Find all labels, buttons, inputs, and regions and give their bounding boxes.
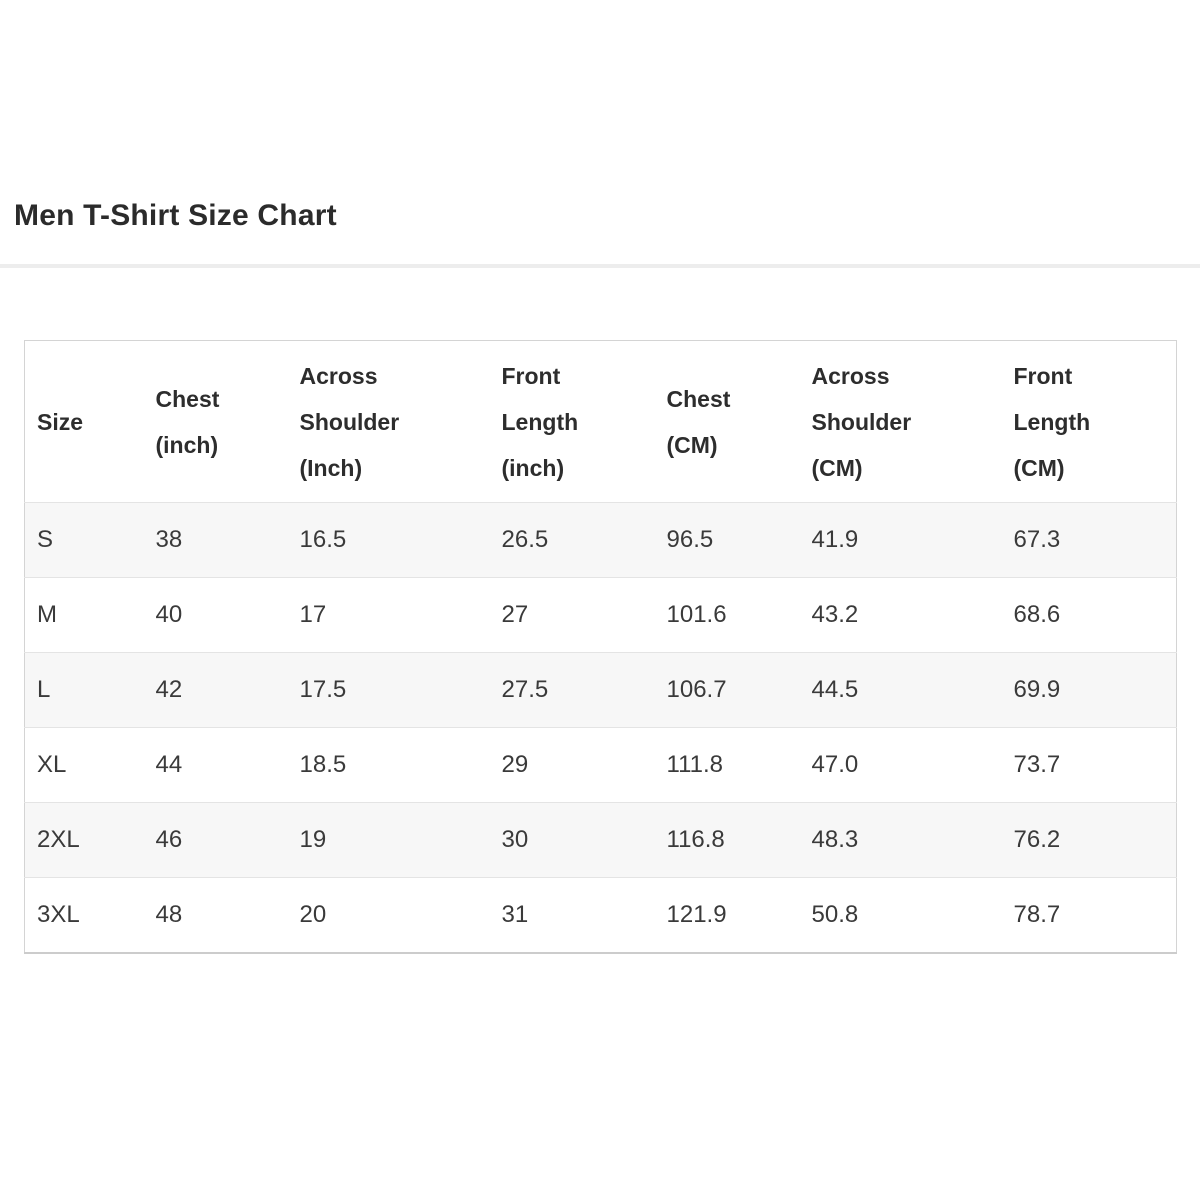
- cell-front-length-inch-s: 26.5: [490, 503, 655, 578]
- cell-front-length-cm-m: 68.6: [1002, 578, 1177, 653]
- cell-size-m: M: [25, 578, 144, 653]
- cell-front-length-cm-2xl: 76.2: [1002, 803, 1177, 878]
- column-header-across-shoulder-inch: Across Shoulder (Inch): [299, 362, 400, 481]
- cell-size-l: L: [25, 653, 144, 728]
- cell-across-shoulder-inch-l: 17.5: [288, 653, 490, 728]
- cell-across-shoulder-cm-l: 44.5: [800, 653, 1002, 728]
- cell-chest-inch-2xl: 46: [144, 803, 288, 878]
- cell-front-length-cm-l: 69.9: [1002, 653, 1177, 728]
- cell-front-length-inch-m: 27: [490, 578, 655, 653]
- cell-across-shoulder-inch-2xl: 19: [288, 803, 490, 878]
- cell-size-2xl: 2XL: [25, 803, 144, 878]
- cell-chest-inch-3xl: 48: [144, 878, 288, 953]
- table-row-xl: [25, 728, 1177, 803]
- cell-front-length-inch-2xl: 30: [490, 803, 655, 878]
- cell-chest-inch-m: 40: [144, 578, 288, 653]
- cell-chest-cm-l: 106.7: [655, 653, 800, 728]
- column-header-front-length-inch: Front Length (inch): [501, 362, 579, 481]
- cell-front-length-inch-l: 27.5: [490, 653, 655, 728]
- cell-across-shoulder-cm-s: 41.9: [800, 503, 1002, 578]
- column-header-size: Size: [37, 408, 84, 435]
- cell-across-shoulder-cm-2xl: 48.3: [800, 803, 1002, 878]
- cell-chest-cm-s: 96.5: [655, 503, 800, 578]
- table-row-m: [25, 578, 1177, 653]
- table-row-l: [25, 653, 1177, 728]
- cell-front-length-cm-3xl: 78.7: [1002, 878, 1177, 953]
- cell-front-length-cm-xl: 73.7: [1002, 728, 1177, 803]
- size-chart-header-row: [25, 341, 1177, 503]
- size-chart-table: [24, 340, 1177, 954]
- cell-chest-inch-s: 38: [144, 503, 288, 578]
- cell-across-shoulder-inch-m: 17: [288, 578, 490, 653]
- cell-size-3xl: 3XL: [25, 878, 144, 953]
- title-divider: [0, 264, 1200, 268]
- column-header-across-shoulder-cm: Across Shoulder (CM): [811, 362, 912, 481]
- cell-across-shoulder-inch-xl: 18.5: [288, 728, 490, 803]
- cell-across-shoulder-inch-s: 16.5: [288, 503, 490, 578]
- cell-chest-cm-xl: 111.8: [655, 728, 800, 803]
- table-row-2xl: [25, 803, 1177, 878]
- table-row-3xl: [25, 878, 1177, 953]
- cell-front-length-inch-xl: 29: [490, 728, 655, 803]
- page-title: Men T-Shirt Size Chart: [14, 199, 337, 232]
- cell-front-length-inch-3xl: 31: [490, 878, 655, 953]
- cell-chest-cm-2xl: 116.8: [655, 803, 800, 878]
- cell-chest-cm-m: 101.6: [655, 578, 800, 653]
- column-header-chest-inch: Chest (inch): [155, 385, 220, 458]
- cell-across-shoulder-cm-3xl: 50.8: [800, 878, 1002, 953]
- size-chart-body: [25, 503, 1177, 953]
- cell-chest-cm-3xl: 121.9: [655, 878, 800, 953]
- column-header-chest-cm: Chest (CM): [666, 385, 731, 458]
- cell-chest-inch-xl: 44: [144, 728, 288, 803]
- cell-size-xl: XL: [25, 728, 144, 803]
- cell-chest-inch-l: 42: [144, 653, 288, 728]
- cell-across-shoulder-inch-3xl: 20: [288, 878, 490, 953]
- cell-front-length-cm-s: 67.3: [1002, 503, 1177, 578]
- table-row-s: [25, 503, 1177, 578]
- cell-size-s: S: [25, 503, 144, 578]
- cell-across-shoulder-cm-m: 43.2: [800, 578, 1002, 653]
- cell-across-shoulder-cm-xl: 47.0: [800, 728, 1002, 803]
- column-header-front-length-cm: Front Length (CM): [1013, 362, 1091, 481]
